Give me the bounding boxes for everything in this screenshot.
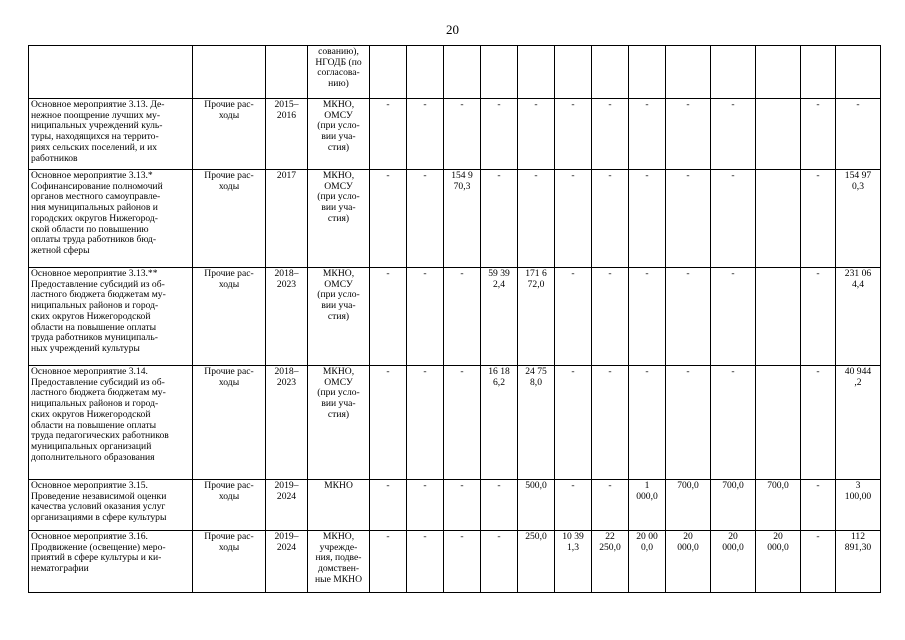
value-cell: - xyxy=(370,366,407,480)
executor-cell: МКНО, ОМСУ (при усло- вии уча- стия) xyxy=(308,366,370,480)
value-cell: - xyxy=(666,170,711,268)
expense-type-cell: Прочие рас- ходы xyxy=(193,170,266,268)
value-cell: 24 75 8,0 xyxy=(518,366,555,480)
expense-type-cell: Прочие рас- ходы xyxy=(193,99,266,170)
value-cell: - xyxy=(407,170,444,268)
value-cell xyxy=(629,46,666,99)
value-cell: 16 18 6,2 xyxy=(481,366,518,480)
page-number: 20 xyxy=(446,22,459,37)
value-cell: - xyxy=(801,480,836,531)
value-cell: 59 39 2,4 xyxy=(481,268,518,366)
value-cell xyxy=(836,46,881,99)
expense-type-cell: Прочие рас- ходы xyxy=(193,531,266,593)
value-cell: 250,0 xyxy=(518,531,555,593)
value-cell: 700,0 xyxy=(666,480,711,531)
measure-name-cell: Основное мероприятие 3.13.** Предоставление субсидий из об- ластного бюджета бюджетам му- ниципальных районов и город- ских округов Нижегородской области на повышение оплаты труда работников муниципаль- ных учреждений культуры xyxy=(29,268,193,366)
value-cell: - xyxy=(370,170,407,268)
value-cell: - xyxy=(370,99,407,170)
value-cell xyxy=(407,46,444,99)
value-cell: - xyxy=(592,170,629,268)
value-cell xyxy=(756,99,801,170)
value-cell: 10 39 1,3 xyxy=(555,531,592,593)
years-cell: 2015– 2016 xyxy=(266,99,308,170)
expense-type-cell: Прочие рас- ходы xyxy=(193,366,266,480)
value-cell xyxy=(756,46,801,99)
budget-table xyxy=(28,45,881,593)
table-row xyxy=(29,480,881,531)
value-cell: - xyxy=(592,99,629,170)
value-cell: - xyxy=(481,480,518,531)
value-cell: - xyxy=(407,268,444,366)
value-cell: - xyxy=(801,170,836,268)
table-row xyxy=(29,170,881,268)
value-cell: - xyxy=(666,268,711,366)
value-cell: - xyxy=(629,99,666,170)
expense-type-cell: Прочие рас- ходы xyxy=(193,480,266,531)
value-cell: - xyxy=(518,99,555,170)
measure-name-cell: Основное мероприятие 3.16. Продвижение (освещение) меро- приятий в сфере культуры и ки- нематографии xyxy=(29,531,193,593)
value-cell xyxy=(481,46,518,99)
executor-cell: сованию), НГОДБ (по согласова- нию) xyxy=(308,46,370,99)
value-cell: - xyxy=(407,99,444,170)
years-cell: 2017 xyxy=(266,170,308,268)
value-cell: - xyxy=(555,99,592,170)
value-cell: - xyxy=(801,99,836,170)
value-cell: 700,0 xyxy=(756,480,801,531)
measure-name-cell: Основное мероприятие 3.13.* Софинансирование полномочий органов местного самоуправле- ния муниципальных районов и городских округов Нижегород- ской области по повышению оплаты труда работников бюд- жетной сферы xyxy=(29,170,193,268)
value-cell: - xyxy=(370,268,407,366)
table-row xyxy=(29,366,881,480)
executor-cell: МКНО, учрежде- ния, подве- домствен- ные МКНО xyxy=(308,531,370,593)
value-cell: - xyxy=(481,170,518,268)
value-cell: - xyxy=(629,366,666,480)
value-cell: - xyxy=(444,366,481,480)
value-cell xyxy=(370,46,407,99)
value-cell: 154 97 0,3 xyxy=(836,170,881,268)
table-row xyxy=(29,99,881,170)
value-cell: 112 891,30 xyxy=(836,531,881,593)
value-cell: 40 944 ,2 xyxy=(836,366,881,480)
value-cell: - xyxy=(711,99,756,170)
value-cell: - xyxy=(836,99,881,170)
value-cell: - xyxy=(801,531,836,593)
executor-cell: МКНО xyxy=(308,480,370,531)
value-cell: 700,0 xyxy=(711,480,756,531)
value-cell: - xyxy=(629,268,666,366)
table-row xyxy=(29,531,881,593)
value-cell: - xyxy=(666,366,711,480)
value-cell: 154 9 70,3 xyxy=(444,170,481,268)
value-cell: - xyxy=(555,268,592,366)
value-cell: - xyxy=(555,366,592,480)
value-cell xyxy=(756,366,801,480)
measure-name-cell: Основное мероприятие 3.14. Предоставление субсидий из об- ластного бюджета бюджетам му- ниципальных районов и город- ских округов Нижегородской области на повышение оплаты труда педагогических работников муниципальных организаций дополнительного образования xyxy=(29,366,193,480)
value-cell: - xyxy=(801,366,836,480)
value-cell: - xyxy=(444,531,481,593)
value-cell xyxy=(666,46,711,99)
value-cell: - xyxy=(629,170,666,268)
value-cell xyxy=(756,268,801,366)
value-cell xyxy=(444,46,481,99)
table-row xyxy=(29,268,881,366)
value-cell: 1 000,0 xyxy=(629,480,666,531)
value-cell xyxy=(592,46,629,99)
table-row xyxy=(29,46,881,99)
years-cell xyxy=(266,46,308,99)
value-cell: 20 00 0,0 xyxy=(629,531,666,593)
executor-cell: МКНО, ОМСУ (при усло- вии уча- стия) xyxy=(308,170,370,268)
value-cell: - xyxy=(444,268,481,366)
value-cell: - xyxy=(801,268,836,366)
value-cell: 171 6 72,0 xyxy=(518,268,555,366)
value-cell: - xyxy=(592,480,629,531)
value-cell: - xyxy=(711,268,756,366)
value-cell: - xyxy=(407,480,444,531)
value-cell: - xyxy=(518,170,555,268)
value-cell: 20 000,0 xyxy=(666,531,711,593)
value-cell: - xyxy=(555,480,592,531)
expense-type-cell xyxy=(193,46,266,99)
value-cell: - xyxy=(481,99,518,170)
executor-cell: МКНО, ОМСУ (при усло- вии уча- стия) xyxy=(308,99,370,170)
value-cell xyxy=(555,46,592,99)
value-cell: - xyxy=(666,99,711,170)
value-cell xyxy=(756,170,801,268)
value-cell: - xyxy=(592,268,629,366)
measure-name-cell: Основное мероприятие 3.15. Проведение независимой оценки качества условий оказания услуг организациями в сфере культуры xyxy=(29,480,193,531)
value-cell: 20 000,0 xyxy=(756,531,801,593)
value-cell: 22 250,0 xyxy=(592,531,629,593)
value-cell: - xyxy=(711,170,756,268)
value-cell: - xyxy=(555,170,592,268)
value-cell: 500,0 xyxy=(518,480,555,531)
value-cell xyxy=(801,46,836,99)
value-cell: - xyxy=(370,531,407,593)
executor-cell: МКНО, ОМСУ (при усло- вии уча- стия) xyxy=(308,268,370,366)
value-cell xyxy=(711,46,756,99)
value-cell: - xyxy=(444,99,481,170)
value-cell: - xyxy=(481,531,518,593)
value-cell: 3 100,00 xyxy=(836,480,881,531)
value-cell: - xyxy=(592,366,629,480)
years-cell: 2018– 2023 xyxy=(266,366,308,480)
years-cell: 2019– 2024 xyxy=(266,480,308,531)
expense-type-cell: Прочие рас- ходы xyxy=(193,268,266,366)
measure-name-cell xyxy=(29,46,193,99)
value-cell: - xyxy=(370,480,407,531)
value-cell: - xyxy=(407,531,444,593)
years-cell: 2019– 2024 xyxy=(266,531,308,593)
years-cell: 2018– 2023 xyxy=(266,268,308,366)
value-cell: 231 06 4,4 xyxy=(836,268,881,366)
value-cell: - xyxy=(407,366,444,480)
measure-name-cell: Основное мероприятие 3.13. Де- нежное поощрение лучших му- ниципальных учреждений куль- туры, находящихся на террито- риях сельских поселений, и их работников xyxy=(29,99,193,170)
value-cell: 20 000,0 xyxy=(711,531,756,593)
value-cell xyxy=(518,46,555,99)
value-cell: - xyxy=(711,366,756,480)
value-cell: - xyxy=(444,480,481,531)
